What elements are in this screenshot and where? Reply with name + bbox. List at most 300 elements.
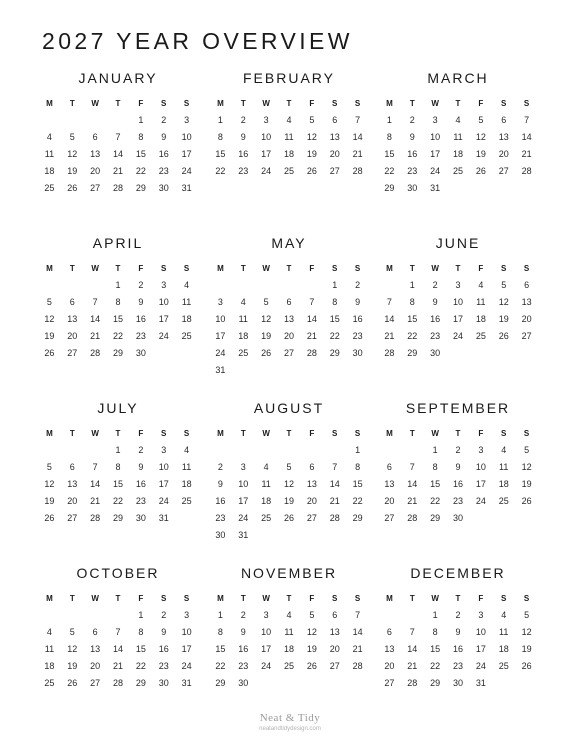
day-cell: 27 xyxy=(329,166,340,176)
day-cell: 22 xyxy=(215,661,226,671)
day-cell: 11 xyxy=(499,462,509,472)
month-name: APRIL xyxy=(92,235,144,251)
weekday-label: M xyxy=(217,264,224,273)
week-row xyxy=(38,442,198,459)
month-september xyxy=(378,398,538,558)
weekday-label: S xyxy=(354,264,361,273)
day-cell: 23 xyxy=(135,331,146,341)
day-cell: 7 xyxy=(332,462,338,472)
day-cell: 26 xyxy=(521,496,532,506)
weekday-label: F xyxy=(478,264,484,273)
weekday-header-row xyxy=(209,425,369,442)
day-cell-empty xyxy=(278,362,301,379)
day-cell: 24 xyxy=(475,661,486,671)
day-cell: 21 xyxy=(329,496,340,506)
day-cell: 8 xyxy=(432,627,438,637)
day-cell: 7 xyxy=(92,462,98,472)
day-cell: 20 xyxy=(67,496,78,506)
day-cell-empty xyxy=(38,112,61,129)
day-cell: 15 xyxy=(430,479,441,489)
day-cell: 30 xyxy=(452,678,463,688)
day-cell: 12 xyxy=(475,132,486,142)
day-cell-empty xyxy=(515,345,538,362)
day-cell: 22 xyxy=(135,166,146,176)
day-cell: 2 xyxy=(409,115,415,125)
week-row xyxy=(38,146,198,163)
day-cell: 4 xyxy=(501,610,507,620)
day-cell: 24 xyxy=(452,331,463,341)
day-cell: 29 xyxy=(384,183,395,193)
day-cell: 20 xyxy=(90,661,101,671)
day-cell: 14 xyxy=(112,644,123,654)
week-row xyxy=(209,476,369,493)
weekday-label: S xyxy=(183,429,190,438)
day-cell: 12 xyxy=(498,297,509,307)
week-row xyxy=(209,146,369,163)
weekday-label: S xyxy=(332,99,338,108)
day-cell: 31 xyxy=(158,513,169,523)
day-cell: 21 xyxy=(352,644,363,654)
weekday-label: T xyxy=(455,99,461,108)
weekday-label: S xyxy=(161,429,167,438)
brand-url: neatandtidydesign.com xyxy=(259,726,321,732)
day-cell: 13 xyxy=(521,297,532,307)
day-cell-empty xyxy=(175,510,198,527)
weekday-label: T xyxy=(409,429,415,438)
day-cell: 5 xyxy=(524,445,530,455)
day-cell-empty xyxy=(61,442,84,459)
day-cell: 2 xyxy=(240,115,246,125)
weekday-label: M xyxy=(217,594,224,603)
day-cell: 25 xyxy=(498,661,509,671)
day-cell: 10 xyxy=(430,132,441,142)
day-cell: 23 xyxy=(158,661,169,671)
day-cell: 2 xyxy=(240,610,246,620)
day-cell-empty xyxy=(378,607,401,624)
day-cell: 18 xyxy=(283,644,294,654)
day-cell: 26 xyxy=(283,513,294,523)
day-cell: 4 xyxy=(286,610,292,620)
day-cell: 20 xyxy=(329,149,340,159)
month-august xyxy=(209,398,369,558)
day-cell: 27 xyxy=(329,661,340,671)
day-cell: 27 xyxy=(90,183,101,193)
day-cell: 2 xyxy=(455,610,461,620)
weekday-label: T xyxy=(240,264,246,273)
day-cell-empty xyxy=(323,527,346,544)
day-cell: 14 xyxy=(112,149,123,159)
day-cell: 18 xyxy=(475,314,486,324)
day-cell: 20 xyxy=(384,496,395,506)
day-cell: 26 xyxy=(521,661,532,671)
weekday-label: M xyxy=(46,429,53,438)
day-cell: 20 xyxy=(90,166,101,176)
day-cell: 12 xyxy=(44,314,55,324)
weekday-label: T xyxy=(69,264,75,273)
weekday-label: M xyxy=(46,594,53,603)
day-cell: 5 xyxy=(309,115,315,125)
day-cell: 25 xyxy=(44,678,55,688)
weekday-label: T xyxy=(409,99,415,108)
day-cell: 10 xyxy=(215,314,226,324)
day-cell: 12 xyxy=(306,627,317,637)
day-cell-empty xyxy=(38,442,61,459)
day-cell-empty xyxy=(232,277,255,294)
day-cell: 5 xyxy=(46,297,52,307)
day-cell-empty xyxy=(469,345,492,362)
day-cell: 30 xyxy=(238,678,249,688)
day-cell: 8 xyxy=(138,627,144,637)
week-row xyxy=(378,658,538,675)
weekday-label: F xyxy=(309,429,315,438)
week-row xyxy=(378,459,538,476)
month-name: JUNE xyxy=(435,235,481,251)
day-cell: 29 xyxy=(352,513,363,523)
day-cell-empty xyxy=(84,442,107,459)
day-cell: 29 xyxy=(135,183,146,193)
day-cell-empty xyxy=(61,607,84,624)
day-cell: 8 xyxy=(409,297,415,307)
weekday-label: T xyxy=(115,429,121,438)
week-row xyxy=(209,624,369,641)
day-cell: 17 xyxy=(261,149,272,159)
month-october xyxy=(38,563,198,723)
day-cell: 9 xyxy=(138,462,144,472)
day-cell: 23 xyxy=(158,166,169,176)
day-cell-empty xyxy=(278,442,301,459)
day-cell: 5 xyxy=(263,297,269,307)
day-cell-empty xyxy=(492,510,515,527)
weekday-label: S xyxy=(523,99,530,108)
weekday-label: T xyxy=(69,594,75,603)
day-cell: 16 xyxy=(430,314,441,324)
day-cell: 4 xyxy=(501,445,507,455)
day-cell: 6 xyxy=(286,297,292,307)
week-row xyxy=(209,311,369,328)
day-cell: 4 xyxy=(455,115,461,125)
week-row xyxy=(209,163,369,180)
day-cell: 27 xyxy=(283,348,294,358)
weekday-label: M xyxy=(386,99,393,108)
weekday-label: W xyxy=(262,594,270,603)
weekday-label: S xyxy=(183,594,190,603)
day-cell: 24 xyxy=(181,661,192,671)
week-row xyxy=(38,294,198,311)
day-cell: 29 xyxy=(407,348,418,358)
day-cell: 2 xyxy=(138,445,144,455)
day-cell: 10 xyxy=(181,132,192,142)
day-cell: 15 xyxy=(112,314,123,324)
day-cell: 10 xyxy=(475,462,486,472)
day-cell: 26 xyxy=(67,183,78,193)
day-cell-empty xyxy=(84,112,107,129)
weekday-label: S xyxy=(183,99,190,108)
day-cell: 17 xyxy=(181,644,192,654)
day-cell: 8 xyxy=(386,132,392,142)
day-cell-empty xyxy=(300,362,323,379)
day-cell: 19 xyxy=(498,314,509,324)
weekday-header-row xyxy=(378,95,538,112)
weekday-label: T xyxy=(455,429,461,438)
day-cell: 7 xyxy=(115,627,121,637)
weekday-label: S xyxy=(332,264,338,273)
weekday-label: F xyxy=(478,99,484,108)
day-cell: 5 xyxy=(46,462,52,472)
day-cell: 20 xyxy=(329,644,340,654)
day-cell: 28 xyxy=(112,678,123,688)
footer xyxy=(0,712,580,734)
weekday-label: T xyxy=(240,99,246,108)
day-cell-empty xyxy=(107,607,130,624)
weekday-label: W xyxy=(91,594,99,603)
months-grid xyxy=(38,68,548,708)
day-cell: 10 xyxy=(181,627,192,637)
day-cell-empty xyxy=(401,442,424,459)
week-row xyxy=(378,129,538,146)
day-cell: 9 xyxy=(240,132,246,142)
week-row xyxy=(209,607,369,624)
day-cell: 3 xyxy=(240,462,246,472)
day-cell-empty xyxy=(255,527,278,544)
day-cell: 6 xyxy=(332,115,338,125)
day-cell: 5 xyxy=(286,462,292,472)
day-cell: 29 xyxy=(215,678,226,688)
day-cell: 10 xyxy=(475,627,486,637)
day-cell: 17 xyxy=(475,479,486,489)
day-cell: 23 xyxy=(452,661,463,671)
day-cell: 6 xyxy=(92,627,98,637)
day-cell: 18 xyxy=(181,479,192,489)
week-row xyxy=(209,459,369,476)
day-cell: 28 xyxy=(407,513,418,523)
weekday-label: S xyxy=(354,594,361,603)
day-cell: 7 xyxy=(386,297,392,307)
day-cell: 25 xyxy=(498,496,509,506)
day-cell: 6 xyxy=(332,610,338,620)
day-cell-empty xyxy=(255,442,278,459)
weekday-label: W xyxy=(262,99,270,108)
day-cell: 23 xyxy=(135,496,146,506)
day-cell: 12 xyxy=(261,314,272,324)
day-cell: 8 xyxy=(115,297,121,307)
day-cell: 1 xyxy=(217,115,223,125)
day-cell: 11 xyxy=(261,479,271,489)
day-cell: 16 xyxy=(452,644,463,654)
month-december xyxy=(378,563,538,723)
day-cell: 6 xyxy=(524,280,530,290)
day-cell: 3 xyxy=(263,115,269,125)
weekday-label: S xyxy=(501,99,507,108)
weekday-label: M xyxy=(386,429,393,438)
day-cell: 19 xyxy=(521,479,532,489)
weekday-label: F xyxy=(138,264,144,273)
day-cell-empty xyxy=(255,675,278,692)
week-row xyxy=(378,180,538,197)
day-cell: 7 xyxy=(355,610,361,620)
day-cell: 5 xyxy=(478,115,484,125)
day-cell: 6 xyxy=(69,297,75,307)
day-cell: 25 xyxy=(261,513,272,523)
day-cell: 3 xyxy=(455,280,461,290)
week-row xyxy=(38,345,198,362)
day-cell: 20 xyxy=(283,331,294,341)
day-cell: 18 xyxy=(283,149,294,159)
day-cell: 10 xyxy=(158,462,169,472)
day-cell: 6 xyxy=(386,627,392,637)
day-cell: 17 xyxy=(181,149,192,159)
day-cell: 26 xyxy=(44,348,55,358)
day-cell: 31 xyxy=(238,530,249,540)
day-cell: 15 xyxy=(430,644,441,654)
week-row xyxy=(209,362,369,379)
day-cell: 9 xyxy=(355,297,361,307)
day-cell: 2 xyxy=(432,280,438,290)
day-cell: 3 xyxy=(184,115,190,125)
day-cell: 22 xyxy=(430,496,441,506)
day-cell: 15 xyxy=(112,479,123,489)
day-cell: 27 xyxy=(498,166,509,176)
day-cell: 17 xyxy=(215,331,226,341)
weekday-header-row xyxy=(38,425,198,442)
day-cell: 2 xyxy=(217,462,223,472)
day-cell: 5 xyxy=(309,610,315,620)
day-cell: 4 xyxy=(46,132,52,142)
weekday-label: S xyxy=(161,264,167,273)
day-cell: 29 xyxy=(135,678,146,688)
day-cell-empty xyxy=(323,362,346,379)
day-cell: 16 xyxy=(135,479,146,489)
day-cell: 9 xyxy=(161,627,167,637)
week-row xyxy=(378,624,538,641)
day-cell: 6 xyxy=(309,462,315,472)
day-cell-empty xyxy=(323,442,346,459)
day-cell: 1 xyxy=(138,115,144,125)
day-cell: 20 xyxy=(498,149,509,159)
month-november xyxy=(209,563,369,723)
day-cell: 14 xyxy=(352,627,363,637)
day-cell-empty xyxy=(278,527,301,544)
month-name: DECEMBER xyxy=(410,565,506,581)
day-cell: 30 xyxy=(452,513,463,523)
weekday-header-row xyxy=(38,590,198,607)
day-cell: 16 xyxy=(215,496,226,506)
week-row xyxy=(38,675,198,692)
month-may xyxy=(209,233,369,393)
day-cell: 13 xyxy=(329,627,340,637)
day-cell-empty xyxy=(492,675,515,692)
day-cell: 19 xyxy=(44,331,55,341)
day-cell: 8 xyxy=(115,462,121,472)
day-cell: 9 xyxy=(455,627,461,637)
week-row xyxy=(378,294,538,311)
day-cell: 28 xyxy=(407,678,418,688)
day-cell-empty xyxy=(255,362,278,379)
day-cell: 4 xyxy=(478,280,484,290)
day-cell: 20 xyxy=(67,331,78,341)
day-cell: 23 xyxy=(407,166,418,176)
weekday-label: T xyxy=(115,594,121,603)
day-cell: 22 xyxy=(215,166,226,176)
week-row xyxy=(209,641,369,658)
week-row xyxy=(38,180,198,197)
day-cell: 6 xyxy=(386,462,392,472)
day-cell: 31 xyxy=(215,365,226,375)
day-cell: 28 xyxy=(329,513,340,523)
weekday-label: S xyxy=(332,594,338,603)
day-cell: 3 xyxy=(263,610,269,620)
month-name: MAY xyxy=(271,235,307,251)
day-cell-empty xyxy=(300,675,323,692)
day-cell: 17 xyxy=(158,479,169,489)
day-cell: 3 xyxy=(478,445,484,455)
day-cell-empty xyxy=(278,277,301,294)
week-row xyxy=(378,476,538,493)
day-cell: 27 xyxy=(67,513,78,523)
day-cell: 25 xyxy=(44,183,55,193)
week-row xyxy=(378,345,538,362)
day-cell: 31 xyxy=(475,678,486,688)
month-name: JANUARY xyxy=(78,70,158,86)
weekday-label: F xyxy=(478,429,484,438)
day-cell: 14 xyxy=(407,644,418,654)
day-cell: 19 xyxy=(521,644,532,654)
week-row xyxy=(209,112,369,129)
day-cell: 18 xyxy=(44,166,55,176)
weekday-label: S xyxy=(523,594,530,603)
day-cell: 3 xyxy=(217,297,223,307)
day-cell: 27 xyxy=(90,678,101,688)
day-cell-empty xyxy=(300,277,323,294)
day-cell: 25 xyxy=(452,166,463,176)
weekday-label: T xyxy=(455,264,461,273)
day-cell: 23 xyxy=(238,661,249,671)
day-cell: 24 xyxy=(158,331,169,341)
day-cell: 1 xyxy=(386,115,392,125)
day-cell: 8 xyxy=(138,132,144,142)
day-cell: 15 xyxy=(135,149,146,159)
day-cell-empty xyxy=(84,277,107,294)
day-cell: 18 xyxy=(498,479,509,489)
day-cell: 26 xyxy=(475,166,486,176)
day-cell-empty xyxy=(84,607,107,624)
day-cell: 7 xyxy=(409,627,415,637)
day-cell-empty xyxy=(469,510,492,527)
day-cell: 30 xyxy=(352,348,363,358)
weekday-label: T xyxy=(240,594,246,603)
month-name: MARCH xyxy=(427,70,489,86)
day-cell: 5 xyxy=(69,627,75,637)
day-cell: 17 xyxy=(261,644,272,654)
day-cell: 12 xyxy=(67,644,78,654)
weekday-label: F xyxy=(138,429,144,438)
day-cell-empty xyxy=(323,675,346,692)
day-cell: 24 xyxy=(158,496,169,506)
day-cell: 18 xyxy=(452,149,463,159)
day-cell: 8 xyxy=(432,462,438,472)
day-cell: 7 xyxy=(409,462,415,472)
month-name: NOVEMBER xyxy=(240,565,338,581)
day-cell: 11 xyxy=(181,297,192,307)
day-cell: 31 xyxy=(430,183,441,193)
weekday-label: F xyxy=(478,594,484,603)
day-cell: 12 xyxy=(521,462,532,472)
day-cell: 26 xyxy=(67,678,78,688)
day-cell-empty xyxy=(378,277,401,294)
day-cell: 24 xyxy=(475,496,486,506)
day-cell-empty xyxy=(515,180,538,197)
day-cell: 14 xyxy=(407,479,418,489)
weekday-label: M xyxy=(46,99,53,108)
